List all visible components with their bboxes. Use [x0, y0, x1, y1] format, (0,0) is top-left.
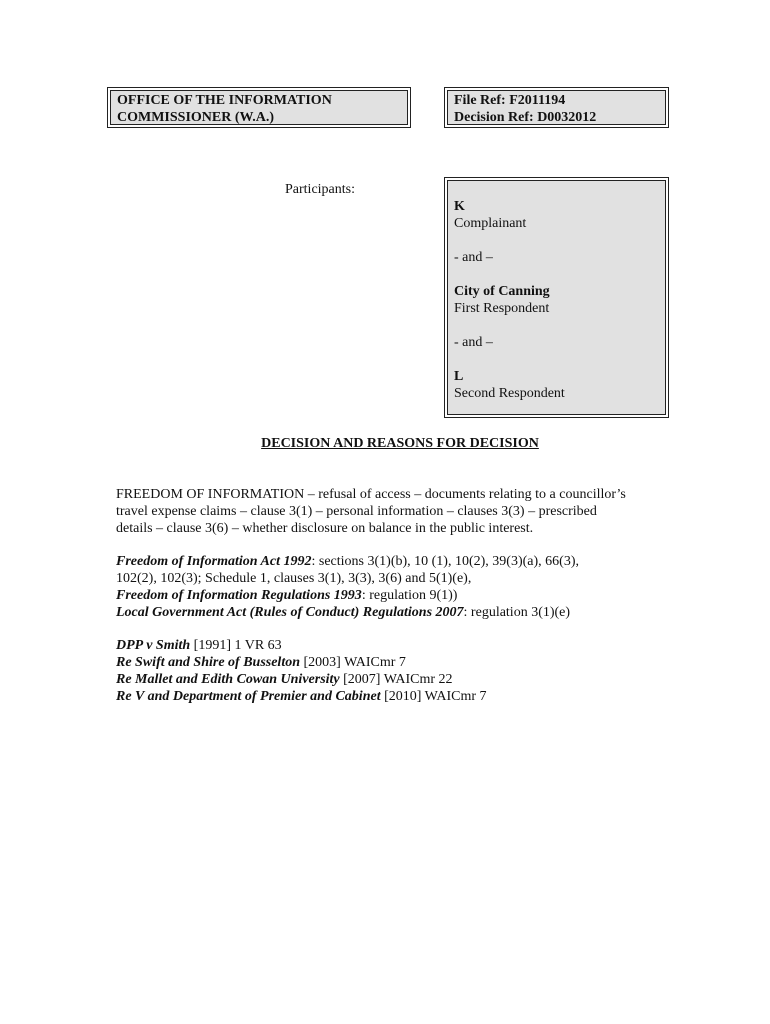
- legislation-detail: 102(2), 102(3); Schedule 1, clauses 3(1), 3(3), 3(6) and 5(1)(e),: [116, 571, 472, 586]
- case-item: [116, 637, 716, 654]
- complainant-name: K: [454, 199, 465, 214]
- legislation-item: [116, 604, 716, 621]
- catchwords-summary: [116, 486, 716, 537]
- decision-heading: DECISION AND REASONS FOR DECISION: [261, 436, 539, 451]
- legislation-detail: : sections 3(1)(b), 10 (1), 10(2), 39(3)(a), 66(3),: [311, 554, 579, 569]
- legislation-title: Local Government Act (Rules of Conduct) Regulations 2007: [116, 605, 464, 620]
- case-title: Re V and Department of Premier and Cabinet: [116, 689, 381, 704]
- legislation-detail: : regulation 9(1)): [361, 588, 458, 603]
- reference-box: [444, 87, 669, 128]
- legislation-list: [116, 553, 716, 621]
- and-separator-2: - and –: [454, 335, 493, 350]
- first-respondent-name: City of Canning: [454, 284, 550, 299]
- legislation-detail: : regulation 3(1)(e): [463, 605, 571, 620]
- legislation-title: Freedom of Information Regulations 1993: [116, 588, 362, 603]
- case-title: Re Swift and Shire of Busselton: [116, 655, 300, 670]
- case-citation: [1991] 1 VR 63: [190, 638, 282, 653]
- first-respondent-role: First Respondent: [454, 301, 550, 316]
- decision-ref: Decision Ref: D0032012: [454, 110, 597, 125]
- case-citation: [2007] WAICmr 22: [339, 672, 453, 687]
- case-item: [116, 654, 716, 671]
- case-citation: [2003] WAICmr 7: [300, 655, 406, 670]
- legislation-title: Freedom of Information Act 1992: [116, 554, 312, 569]
- complainant-role: Complainant: [454, 216, 527, 231]
- participants-box: [444, 177, 669, 418]
- legislation-item: [116, 570, 716, 587]
- legislation-item: [116, 587, 716, 604]
- case-title: Re Mallet and Edith Cowan University: [116, 672, 340, 687]
- and-separator-1: - and –: [454, 250, 493, 265]
- office-line-2: COMMISSIONER (W.A.): [117, 110, 274, 125]
- summary-line: travel expense claims – clause 3(1) – personal information – clauses 3(3) – prescribed: [116, 504, 597, 519]
- case-title: DPP v Smith: [116, 638, 191, 653]
- summary-line: details – clause 3(6) – whether disclosure on balance in the public interest.: [116, 521, 534, 536]
- office-line-1: OFFICE OF THE INFORMATION: [117, 93, 332, 108]
- case-item: [116, 671, 716, 688]
- summary-line: FREEDOM OF INFORMATION – refusal of access – documents relating to a councillor’s: [116, 487, 626, 502]
- participants-label: Participants:: [285, 182, 355, 197]
- office-header-box: [107, 87, 411, 128]
- file-ref: File Ref: F2011194: [454, 93, 566, 108]
- second-respondent-name: L: [454, 369, 464, 384]
- case-citation: [2010] WAICmr 7: [380, 689, 487, 704]
- legislation-item: [116, 553, 716, 570]
- case-item: [116, 688, 716, 705]
- cases-list: [116, 637, 716, 705]
- second-respondent-role: Second Respondent: [454, 386, 565, 401]
